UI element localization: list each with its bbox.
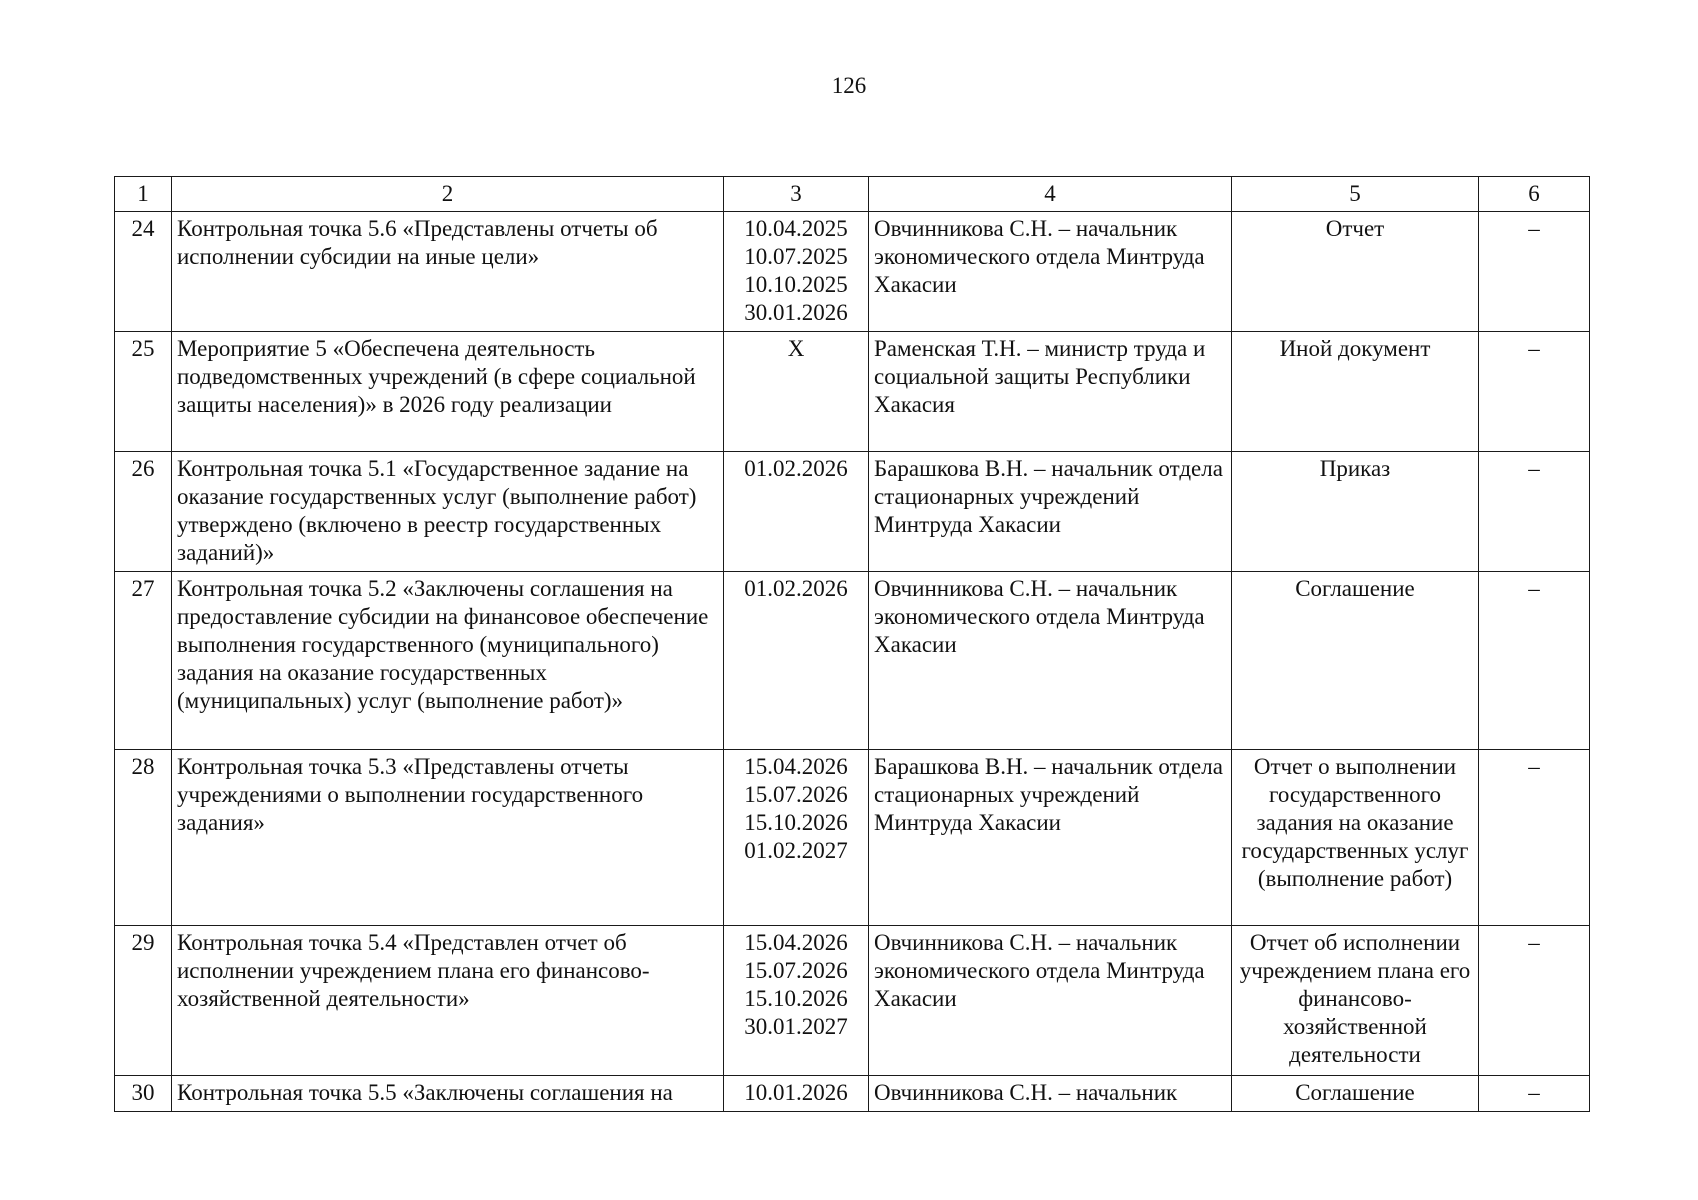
responsible-person: Овчинникова С.Н. – начальник экономического отдела Минтруда Хакасии (869, 572, 1232, 750)
responsible-person: Барашкова В.Н. – начальник отдела стационарных учреждений Минтруда Хакасии (869, 750, 1232, 926)
responsible-person: Раменская Т.Н. – министр труда и социальной защиты Республики Хакасия (869, 332, 1232, 452)
column-6-value: – (1479, 750, 1590, 926)
column-6-value: – (1479, 212, 1590, 332)
deadline-dates (724, 212, 869, 332)
column-6-value: – (1479, 332, 1590, 452)
deadline-date: 10.01.2026 (744, 1080, 848, 1105)
row-number: 24 (115, 212, 172, 332)
table-row (115, 452, 1590, 572)
row-number: 26 (115, 452, 172, 572)
event-name: Контрольная точка 5.3 «Представлены отчеты учреждениями о выполнении государственного задания» (172, 750, 724, 926)
deadline-date: 15.04.2026 (744, 930, 848, 955)
document-type: Приказ (1232, 452, 1479, 572)
event-name: Контрольная точка 5.5 «Заключены соглашения на (172, 1076, 724, 1112)
column-header-5: 5 (1232, 177, 1479, 212)
document-type: Отчет об исполнении учреждением плана его финансово-хозяйственной деятельности (1232, 926, 1479, 1076)
deadline-date: 15.10.2026 (744, 986, 848, 1011)
row-number: 30 (115, 1076, 172, 1112)
event-name: Контрольная точка 5.4 «Представлен отчет об исполнении учреждением плана его финансово-хозяйственной деятельности» (172, 926, 724, 1076)
deadline-date: 10.10.2025 (744, 272, 848, 297)
deadline-dates (724, 452, 869, 572)
column-header-1: 1 (115, 177, 172, 212)
table-row (115, 926, 1590, 1076)
deadline-dates (724, 750, 869, 926)
deadline-date: 15.10.2026 (744, 810, 848, 835)
deadline-dates (724, 572, 869, 750)
deadline-date: 01.02.2026 (744, 456, 848, 481)
table-row (115, 332, 1590, 452)
column-6-value: – (1479, 452, 1590, 572)
event-name: Мероприятие 5 «Обеспечена деятельность подведомственных учреждений (в сфере социальной защиты населения)» в 2026 году реализации (172, 332, 724, 452)
row-number: 28 (115, 750, 172, 926)
column-6-value: – (1479, 1076, 1590, 1112)
document-type: Соглашение (1232, 572, 1479, 750)
row-number: 29 (115, 926, 172, 1076)
responsible-person: Овчинникова С.Н. – начальник экономического отдела Минтруда Хакасии (869, 212, 1232, 332)
deadline-date: 30.01.2026 (744, 300, 848, 325)
control-points-table (114, 176, 1590, 1112)
deadline-dates (724, 926, 869, 1076)
page-number: 126 (831, 73, 867, 98)
responsible-person: Овчинникова С.Н. – начальник (869, 1076, 1232, 1112)
column-number-row (115, 177, 1590, 212)
column-header-6: 6 (1479, 177, 1590, 212)
deadline-dates (724, 1076, 869, 1112)
table-row (115, 572, 1590, 750)
table-row (115, 1076, 1590, 1112)
event-name: Контрольная точка 5.2 «Заключены соглашения на предоставление субсидии на финансовое обеспечение выполнения государственного (муниципального) задания на оказание государственных (муниципальных) услуг (выполнение работ)» (172, 572, 724, 750)
responsible-person: Барашкова В.Н. – начальник отдела стационарных учреждений Минтруда Хакасии (869, 452, 1232, 572)
column-6-value: – (1479, 926, 1590, 1076)
deadline-date: 10.04.2025 (744, 216, 848, 241)
deadline-date: Х (787, 336, 805, 361)
document-type: Соглашение (1232, 1076, 1479, 1112)
deadline-date: 10.07.2025 (744, 244, 848, 269)
deadline-date: 30.01.2027 (744, 1014, 848, 1039)
column-header-4: 4 (869, 177, 1232, 212)
deadline-date: 01.02.2026 (744, 576, 848, 601)
row-number: 27 (115, 572, 172, 750)
event-name: Контрольная точка 5.6 «Представлены отчеты об исполнении субсидии на иные цели» (172, 212, 724, 332)
row-number: 25 (115, 332, 172, 452)
deadline-date: 15.07.2026 (744, 782, 848, 807)
document-type: Отчет (1232, 212, 1479, 332)
document-type: Отчет о выполнении государственного задания на оказание государственных услуг (выполнение работ) (1232, 750, 1479, 926)
column-header-2: 2 (172, 177, 724, 212)
table-row (115, 750, 1590, 926)
deadline-dates (724, 332, 869, 452)
deadline-date: 15.04.2026 (744, 754, 848, 779)
responsible-person: Овчинникова С.Н. – начальник экономического отдела Минтруда Хакасии (869, 926, 1232, 1076)
column-6-value: – (1479, 572, 1590, 750)
column-header-3: 3 (724, 177, 869, 212)
document-type: Иной документ (1232, 332, 1479, 452)
table-row (115, 212, 1590, 332)
deadline-date: 15.07.2026 (744, 958, 848, 983)
deadline-date: 01.02.2027 (744, 838, 848, 863)
event-name: Контрольная точка 5.1 «Государственное задание на оказание государственных услуг (выполнение работ) утверждено (включено в реестр государственных заданий)» (172, 452, 724, 572)
